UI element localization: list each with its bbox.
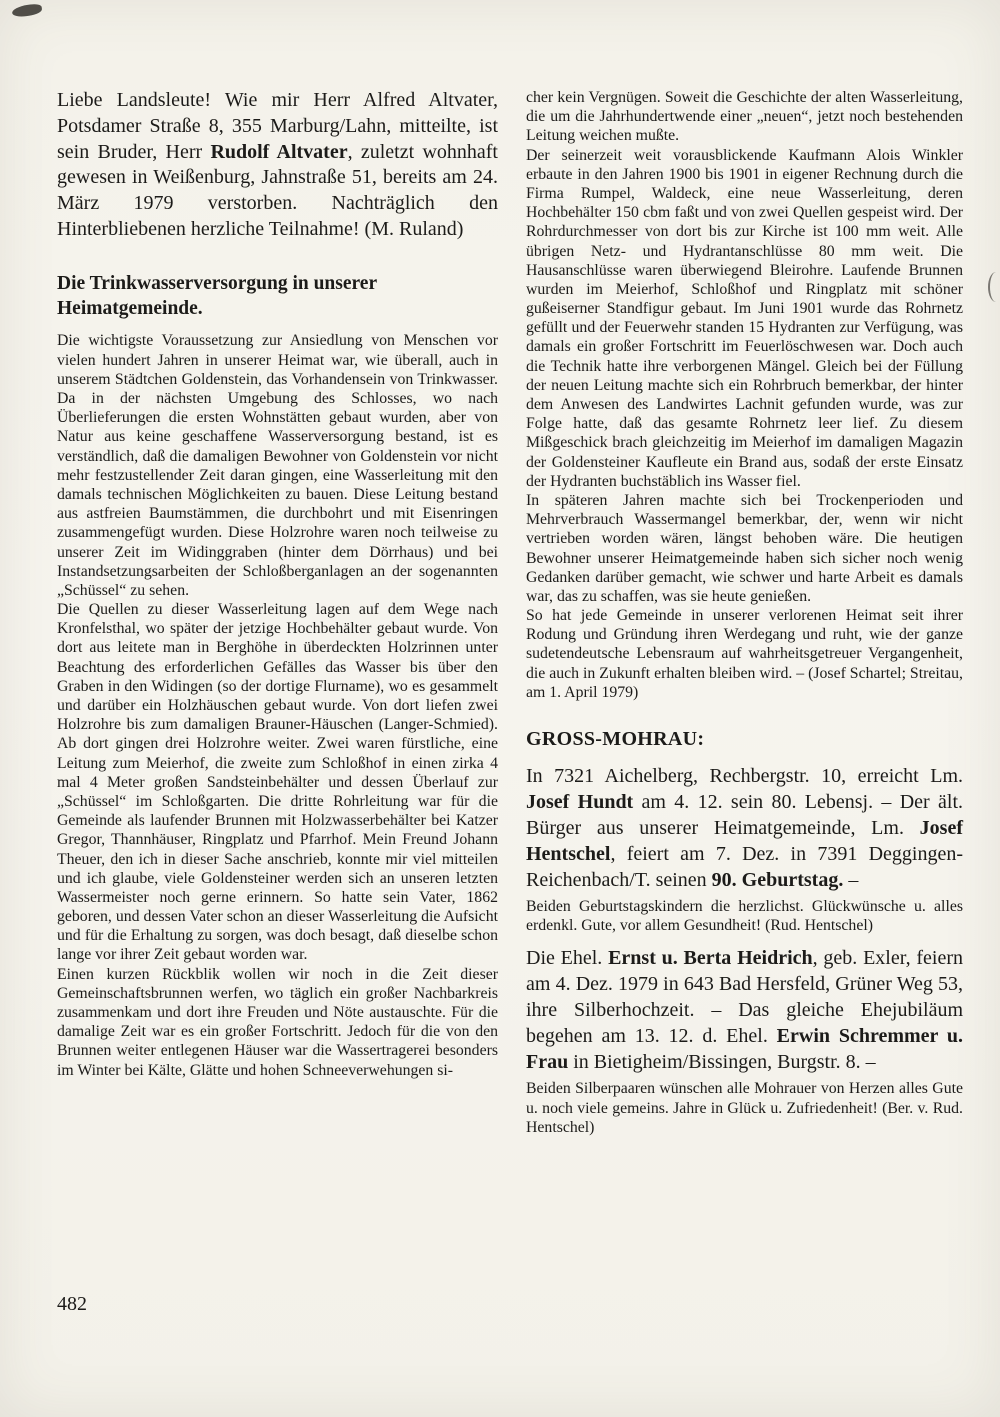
- birthday-note: Beiden Geburtstagskindern die herzlichst. Glückwünsche u. alles erdenkl. Gute, vor allem Gesundheit! (Rud. Hentschel): [526, 898, 963, 935]
- scan-artifact: [11, 3, 42, 18]
- gross-mohrau-heading: GROSS-MOHRAU:: [526, 728, 705, 750]
- article-body-right: [526, 88, 963, 702]
- anniversary-note: Beiden Silberpaaren wünschen alle Mohrauer von Herzen alles Gute u. noch viele gemeins. Jahre in Glück u. Zufriedenheit! (Ber. v. Rud. Hentschel): [526, 1080, 963, 1136]
- scan-artifact: [988, 272, 1000, 302]
- article-paragraph: Die wichtigste Voraussetzung zur Ansiedlung von Menschen vor vielen hundert Jahren in unserer Heimat war, wie überall, auch in unserem Städtchen Goldenstein, das Vorhandensein von Trinkwasser. Da in der nächsten Umgebung des Schlosses, wo nach Überlieferungen die ersten Wohnstätten gebaut wurden, aber von Natur aus keine geschaffene Wasserversorgung bestand, ist es verständlich, daß die damaligen Bewohner von Goldenstein vor nicht mehr festzustellender Zeit daran gingen, eine Wasserleitung mit den damals technischen Möglichkeiten zu bauen. Diese Leitung bestand aus astfreien Baumstämmen, die durchbohrt und mit Eisenringen zusammengefügt wurden. Diese Holzrohre waren noch teilweise zu unserer Zeit im Widinggraben (hinter dem Dörrhaus) und bei Instandsetzungsarbeiten der Schloßberganlagen an der sogenannten „Schüssel“ zu sehen.: [57, 332, 498, 599]
- article-paragraph: So hat jede Gemeinde in unserer verlorenen Heimat seit ihrer Rodung und Gründung ihren Werdegang und ruht, wie der ganze sudetendeutsche Lebensraum auf wahrheitsgetreuer Vergangenheit, die auch in Zukunft erhalten bleiben wird. – (Josef Schartel; Streitau, am 1. April 1979): [526, 607, 963, 701]
- article-heading: Die Trinkwasserversorgung in unserer Heimatgemeinde.: [57, 272, 377, 320]
- article-paragraph: Die Quellen zu dieser Wasserleitung lagen auf dem Wege nach Kronfelsthal, wo später der jetzige Hochbehälter gebaut wurde. Von dort aus leitete man in Berghöhe in überdeckten Holzrinnen unter Beachtung des erforderlichen Gefälles das Wasser bis über den Graben in den Widingen (so der dortige Flurname), wo es gesammelt und darüber ein Holzhäuschen gebaut wurde. Von dort liefen zwei Holzrohre bis zum damaligen Brauner-Häuschen (Langer-Schmied). Ab dort gingen drei Holzrohre weiter. Zwei waren fürstliche, eine Leitung zum Meierhof, die zweite zum Schloßhof in einen zirka 4 mal 4 Meter großen Sandsteinbehälter und dessen Überlauf zur „Schüssel“ im Schloßgarten. Die dritte Rohrleitung war für die Gemeinde als laufender Brunnen mit Holzwasserbehälter bei Katzer Gregor, Thannhäuser, Ringplatz und Pfarrhof. Mein Freund Johann Theuer, den ich in dieser Sache anschrieb, konnte mir viel mitteilen und ich glaube, viele Goldensteiner werden sich an unseren letzten Wassermeister noch gerne erinnern. So hatte sein Vater, 1862 geboren, und dessen Vater schon an dieser Wasserleitung die Aufsicht und für die Erhaltung zu sorgen, was doch besagt, daß dieselbe schon lange vor ihrer Zeit gebaut worden war.: [57, 601, 498, 964]
- right-column: [526, 88, 963, 1147]
- intro-paragraph: Liebe Landsleute! Wie mir Herr Alfred Altvater, Potsdamer Straße 8, 355 Marburg/Lahn, mitteilte, ist sein Bruder, Herr Rudolf Altvater, zuletzt wohnhaft gewesen in Weißenburg, Jahnstraße 51, bereits am 24. März 1979 verstorben. Nachträglich den Hinterbliebenen herzliche Teilnahme! (M. Ruland): [57, 89, 498, 240]
- anniversary-entry: Die Ehel. Ernst u. Berta Heidrich, geb. Exler, feiern am 4. Dez. 1979 in 643 Bad Hersfeld, Grüner Weg 53, ihre Silberhochzeit. – Das gleiche Ehejubiläum begehen am 13. 12. d. Ehel. Erwin Schremmer u. Frau in Bietigheim/Bissingen, Burgstr. 8. –: [526, 947, 963, 1074]
- article-body-left: [57, 331, 498, 1079]
- left-column: [57, 88, 498, 1080]
- article-paragraph: Der seinerzeit weit vorausblickende Kaufmann Alois Winkler erbaute in den Jahren 1900 bis 1901 in eigener Rechnung durch die Firma Rumpel, Waldeck, eine neue Wasserleitung, deren Hochbehälter 150 cbm faßt und von zwei Quellen gespeist wird. Der Rohrdurchmesser von dort bis zur Kirche ist 100 mm weit. Alle übrigen Netz- und Hydrantanschlüsse 80 mm weit. Die Hausanschlüsse waren überwiegend Bleirohre. Laufende Brunnen wurden im Meierhof, Schloßhof und Ringplatz mit schöner gußeiserner Standfigur gebaut. Im Juni 1901 wurde das Rohrnetz gefüllt und der Feuerwehr standen 15 Hydranten zur Verfügung, was damals ein großer Fortschritt im Feuerlöschwesen war. Doch auch die Technik hatte ihre verborgenen Mängel. Gleich bei der Füllung der neuen Leitung machte sich ein Rohrbruch bemerkbar, der hinter dem Anwesen des Landwirtes Lachnit gefunden wurde, was zur Folge hatte, daß das gesamte Rohrnetz leer lief. Zu diesem Mißgeschick brach gleichzeitig im Meierhof im damaligen Magazin der Goldensteiner Kaufleute ein Brand aus, sodaß der erste Einsatz der Hydranten buchstäblich ins Wasser fiel.: [526, 146, 963, 490]
- page-number: 482: [57, 1293, 87, 1315]
- article-paragraph: In späteren Jahren machte sich bei Trockenperioden und Mehrverbrauch Wassermangel bemerkbar, der, wenn wir nicht vertrieben worden wären, längst behoben wäre. Die heutigen Bewohner unserer Heimatgemeinde haben sich sicher noch wenig Gedanken darüber gemacht, wie schwer und harte Arbeit es damals war, das zu schaffen, was sie heute genießen.: [526, 491, 963, 605]
- article-paragraph: Einen kurzen Rückblik wollen wir noch in die Zeit dieser Gemeinschaftsbrunnen werfen, wo täglich ein großer Nachbarkreis zusammenkam und dort ihre Freuden und Nöte austauschte. Für die damalige Zeit war es ein großer Fortschritt. Jedoch für die von den Brunnen weiter entlegenen Häuser war die Wassertragerei besonders im Winter bei Kälte, Glätte und hohen Schneeverwehungen si-: [57, 965, 498, 1079]
- birthday-entry: In 7321 Aichelberg, Rechbergstr. 10, erreicht Lm. Josef Hundt am 4. 12. sein 80. Lebensj. – Der ält. Bürger aus unserer Heimatgemeinde, Lm. Josef Hentschel, feiert am 7. Dez. in 7391 Deggingen-Reichenbach/T. seinen 90. Geburtstag. –: [526, 765, 964, 891]
- article-paragraph: cher kein Vergnügen. Soweit die Geschichte der alten Wasserleitung, die um die Jahrhundertwende einer „neuen“, jetzt noch bestehenden Leitung weichen mußte.: [526, 89, 963, 145]
